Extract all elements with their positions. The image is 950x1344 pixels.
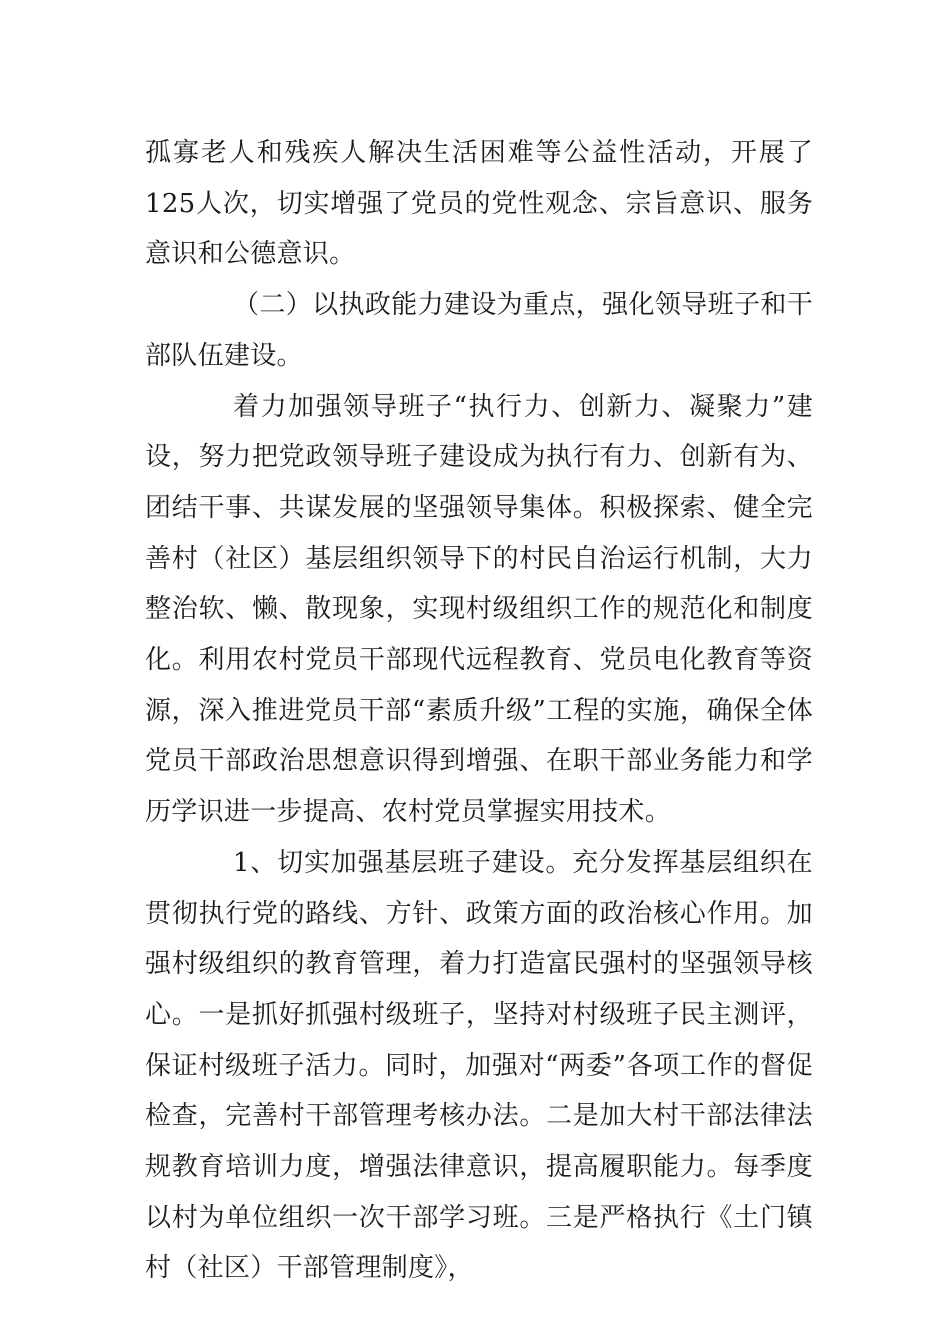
paragraph-grassroots: 1、切实加强基层班子建设。充分发挥基层组织在贯彻执行党的路线、方针、政策方面的政治核心作用。加强村级组织的教育管理，着力打造富民强村的坚强领导核心。一是抓好抓强村级班子，坚持对村级班子民主测评，保证村级班子活力。同时，加强对“两委”各项工作的督促检查，完善村干部管理考核办法。二是加大村干部法律法规教育培训力度，增强法律意识，提高履职能力。每季度以村为单位组织一次干部学习班。三是严格执行《土门镇村（社区）干部管理制度》，	[145, 847, 813, 1284]
section-heading: （二）以执政能力建设为重点，强化领导班子和干部队伍建设。	[145, 290, 813, 371]
paragraph-leadership: 着力加强领导班子“执行力、创新力、凝聚力”建设，努力把党政领导班子建设成为执行有力、创新有为、团结干事、共谋发展的坚强领导集体。积极探索、健全完善村（社区）基层组织领导下的村民自治运行机制，大力整治软、懒、散现象，实现村级组织工作的规范化和制度化。利用农村党员干部现代远程教育、党员电化教育等资源，深入推进党员干部“素质升级”工程的实施，确保全体党员干部政治思想意识得到增强、在职干部业务能力和学历学识进一步提高、农村党员掌握实用技术。	[145, 391, 813, 828]
paragraph-continuation: 孤寡老人和残疾人解决生活困难等公益性活动，开展了125人次，切实增强了党员的党性观念、宗旨意识、服务意识和公德意识。	[145, 138, 813, 270]
document-body	[145, 128, 813, 1294]
